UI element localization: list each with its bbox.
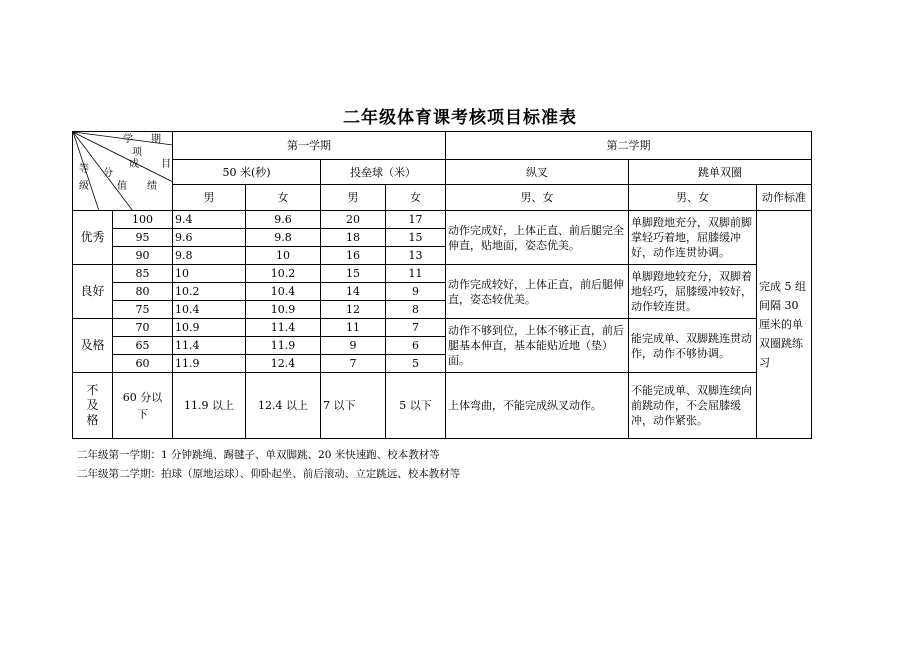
grade-label: 良好	[73, 265, 113, 319]
run-female-cell: 9.6	[246, 211, 321, 229]
throw-male-cell: 11	[321, 319, 386, 337]
run-male-header: 男	[173, 185, 246, 211]
throw-female-cell: 7	[386, 319, 446, 337]
run-male-cell: 11.9 以上	[173, 373, 246, 439]
score-cell: 85	[113, 265, 173, 283]
throw-female-cell: 5 以下	[386, 373, 446, 439]
run-male-cell: 11.9	[173, 355, 246, 373]
diag-label-perf: 绩	[147, 181, 157, 192]
action-standard-text: 完成 5 组间隔 30 厘米的单双圈跳练习	[757, 211, 812, 439]
score-cell: 70	[113, 319, 173, 337]
throw-male-header: 男	[321, 185, 386, 211]
rope-gender-header: 男、女	[629, 185, 757, 211]
run-female-cell: 10.9	[246, 301, 321, 319]
split-description: 上体弯曲，不能完成纵叉动作。	[446, 373, 629, 439]
semester2-header: 第二学期	[446, 132, 812, 160]
throw-male-cell: 9	[321, 337, 386, 355]
grade-label: 及格	[73, 319, 113, 373]
diag-label-semester-1: 学	[123, 134, 133, 145]
diag-label-grade-2: 级	[79, 181, 89, 192]
score-cell: 75	[113, 301, 173, 319]
action-standard-header: 动作标准	[757, 185, 812, 211]
run-female-cell: 11.4	[246, 319, 321, 337]
rope-description: 能完成单、双脚跳连贯动作，动作不够协调。	[629, 319, 757, 373]
diagonal-header-cell	[73, 132, 173, 211]
split-description: 动作完成好，上体正直、前后腿完全伸直，贴地面，姿态优美。	[446, 211, 629, 265]
run-female-cell: 10.2	[246, 265, 321, 283]
rope-description: 不能完成单、双脚连续向前跳动作，不会屈膝缓冲，动作紧张。	[629, 373, 757, 439]
throw-female-header: 女	[386, 185, 446, 211]
throw-male-cell: 7 以下	[321, 373, 386, 439]
rope-header: 跳单双圈	[629, 160, 812, 185]
throw-male-cell: 7	[321, 355, 386, 373]
throw-female-cell: 5	[386, 355, 446, 373]
throw-male-cell: 16	[321, 247, 386, 265]
throw-header: 投垒球（米）	[321, 160, 446, 185]
semester1-header: 第一学期	[173, 132, 446, 160]
throw-male-cell: 14	[321, 283, 386, 301]
score-cell: 100	[113, 211, 173, 229]
note-semester2: 二年级第二学期：拍球（原地运球）、仰卧起坐、前后滚动、立定跳远、校本教材等	[77, 468, 461, 480]
throw-male-cell: 18	[321, 229, 386, 247]
throw-male-cell: 12	[321, 301, 386, 319]
grade-label: 不及格	[73, 373, 113, 439]
diag-label-score-1: 分	[103, 168, 113, 179]
throw-male-cell: 20	[321, 211, 386, 229]
throw-female-cell: 17	[386, 211, 446, 229]
page-title: 二年级体育课考核项目标准表	[343, 108, 577, 128]
rope-description: 单脚蹬地较充分，双脚着地轻巧，屈膝缓冲较好，动作较连贯。	[629, 265, 757, 319]
diag-label-item: 项	[132, 147, 142, 158]
score-cell: 65	[113, 337, 173, 355]
throw-female-cell: 15	[386, 229, 446, 247]
diag-label-score-2: 值	[117, 181, 127, 192]
diag-label-semester-2: 期	[151, 134, 161, 145]
split-description: 动作完成较好，上体正直，前后腿伸直，姿态较优美。	[446, 265, 629, 319]
throw-female-cell: 9	[386, 283, 446, 301]
run-female-cell: 10.4	[246, 283, 321, 301]
table-row	[73, 373, 812, 439]
rope-description: 单脚蹬地充分，双脚前脚掌轻巧着地，屈膝缓冲好，动作连贯协调。	[629, 211, 757, 265]
run-female-cell: 11.9	[246, 337, 321, 355]
table-row	[73, 265, 812, 283]
throw-female-cell: 13	[386, 247, 446, 265]
run-male-cell: 9.4	[173, 211, 246, 229]
run-male-cell: 11.4	[173, 337, 246, 355]
run-male-cell: 10.4	[173, 301, 246, 319]
score-cell: 80	[113, 283, 173, 301]
throw-female-cell: 6	[386, 337, 446, 355]
run-female-cell: 9.8	[246, 229, 321, 247]
table-row	[73, 319, 812, 337]
throw-male-cell: 15	[321, 265, 386, 283]
score-cell: 90	[113, 247, 173, 265]
split-description: 动作不够到位，上体不够正直，前后腿基本伸直，基本能贴近地（垫）面。	[446, 319, 629, 373]
run-male-cell: 10.2	[173, 283, 246, 301]
grade-label: 优秀	[73, 211, 113, 265]
table-row	[73, 211, 812, 229]
run-male-cell: 10	[173, 265, 246, 283]
run-male-cell: 10.9	[173, 319, 246, 337]
throw-female-cell: 11	[386, 265, 446, 283]
run-male-cell: 9.6	[173, 229, 246, 247]
run-female-cell: 10	[246, 247, 321, 265]
diag-label-result-1: 成	[129, 159, 139, 170]
run-male-cell: 9.8	[173, 247, 246, 265]
score-cell: 95	[113, 229, 173, 247]
run-female-cell: 12.4 以上	[246, 373, 321, 439]
run-female-header: 女	[246, 185, 321, 211]
diag-label-grade-1: 等	[79, 164, 89, 175]
split-header: 纵叉	[446, 160, 629, 185]
run50-header: 50 米(秒)	[173, 160, 321, 185]
assessment-table	[72, 131, 812, 439]
score-cell: 60 分以下	[113, 373, 173, 439]
diag-label-result-2: 目	[161, 159, 171, 170]
run-female-cell: 12.4	[246, 355, 321, 373]
split-gender-header: 男、女	[446, 185, 629, 211]
note-semester1: 二年级第一学期：1 分钟跳绳、踢毽子、单双脚跳、20 米快速跑、校本教材等	[77, 449, 440, 461]
score-cell: 60	[113, 355, 173, 373]
throw-female-cell: 8	[386, 301, 446, 319]
